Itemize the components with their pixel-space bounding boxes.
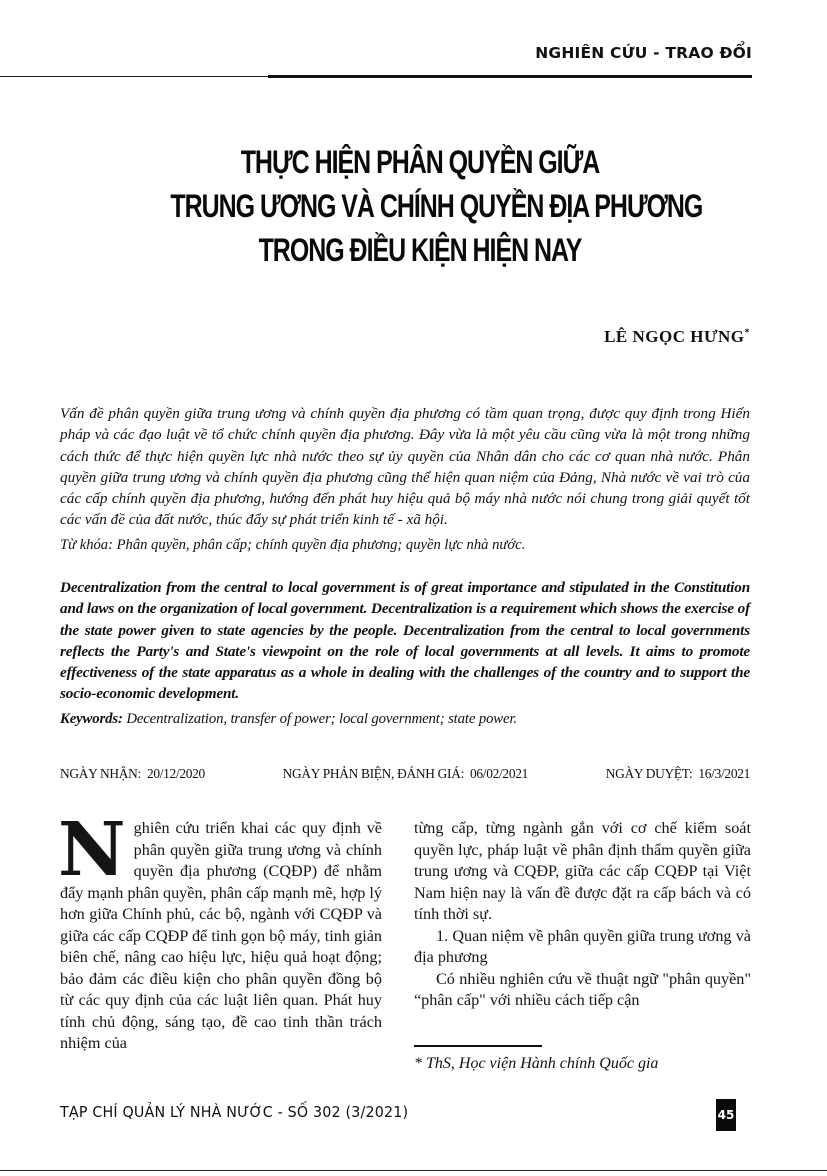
title-line-1: THỰC HIỆN PHÂN QUYỀN GIỮA xyxy=(240,144,600,180)
date-approved xyxy=(606,766,750,782)
date-received xyxy=(60,766,205,782)
date-reviewed-value: 06/02/2021 xyxy=(470,766,529,781)
body-column-left xyxy=(58,807,382,1055)
article-dates xyxy=(60,766,750,782)
header-rule-thick xyxy=(268,75,752,78)
abstract-en-text: Decentralization from the central to local government is of great importance and stipulated in the Constitution and laws on the organization of local government. Decentralization is a requirement which shows the exercise of the state power given to state agencies by the people. Decentralization from the central to local governments reflects the Party's and State's viewpoint on the role of local governments at all levels. It aims to promote effectiveness of the state apparatus as a whole in dealing with the challenges of the country and to support the socio-economic development. xyxy=(60,579,750,703)
author-footnote: * ThS, Học viện Hành chính Quốc gia xyxy=(414,1055,659,1072)
body-column-right xyxy=(414,818,751,1012)
page-number: 45 xyxy=(716,1099,736,1131)
author-footnote-mark: * xyxy=(744,327,750,339)
abstract-en xyxy=(60,577,750,730)
keywords-en xyxy=(60,709,750,730)
footnote-rule xyxy=(414,1045,542,1047)
section-label: NGHIÊN CỨU - TRAO ĐỔI xyxy=(535,44,752,62)
drop-cap: N xyxy=(58,807,126,893)
keywords-en-label: Keywords: xyxy=(60,710,123,727)
keywords-vi-text: Phân quyền, phân cấp; chính quyền địa phương; quyền lực nhà nước. xyxy=(112,536,526,553)
author xyxy=(470,327,750,347)
title-line-2: TRUNG ƯƠNG VÀ CHÍNH QUYỀN ĐỊA PHƯƠNG xyxy=(170,188,703,224)
date-reviewed xyxy=(283,766,528,782)
abstract-vi-text: Vấn đề phân quyền giữa trung ương và chính quyền địa phương có tầm quan trọng, được quy định trong Hiến pháp và các đạo luật về tổ chức chính quyền địa phương. Đây vừa là một yêu cầu cũng vừa là một trong những cách thức để thực hiện quyền lực nhà nước theo sự ủy quyền của Nhân dân cho các cơ quan nhà nước. Phân quyền giữa trung ương và chính quyền địa phương cũng thể hiện quan niệm của Đảng, Nhà nước về vai trò của các cấp chính quyền địa phương, hướng đến phát huy hiệu quả bộ máy nhà nước nói chung trong giải quyết tốt các vấn đề của đất nước, thúc đẩy sự phát triển kinh tế - xã hội. xyxy=(60,405,750,529)
date-reviewed-label: NGÀY PHẢN BIỆN, ĐÁNH GIÁ: xyxy=(282,766,464,781)
abstract-vi xyxy=(60,403,750,556)
date-received-value: 20/12/2020 xyxy=(146,766,205,781)
date-approved-label: NGÀY DUYỆT: xyxy=(605,766,693,781)
keywords-vi-label: Từ khóa: xyxy=(60,536,113,553)
section-heading-1: 1. Quan niệm về phân quyền giữa trung ương và địa phương xyxy=(414,926,751,966)
title-line-3: TRONG ĐIỀU KIỆN HIỆN NAY xyxy=(258,232,582,268)
keywords-vi xyxy=(60,535,750,556)
body-paragraph-1-start: ghiên cứu triển khai các quy định về phân quyền giữa trung ương và chính quyền địa phương (CQĐP) để nhằm đẩy mạnh phân quyền, phân cấp mạnh mẽ, hợp lý hơn giữa Chính phủ, các bộ, ngành với CQĐP và giữa các cấp CQĐP để tinh gọn bộ máy, tinh giản biên chế, nâng cao hiệu lực, hiệu quả hoạt động; bảo đảm các điều kiện cho phân quyền đồng bộ từ các quy định của các luật liên quan. Phát huy tính chủ động, sáng tạo, đề cao tinh thần trách nhiệm của xyxy=(60,819,382,1052)
journal-footer: TẠP CHÍ QUẢN LÝ NHÀ NƯỚC - SỐ 302 (3/2021) xyxy=(60,1103,409,1121)
keywords-en-text: Decentralization, transfer of power; local government; state power. xyxy=(122,710,517,727)
date-approved-value: 16/3/2021 xyxy=(698,766,750,781)
author-name: LÊ NGỌC HƯNG xyxy=(604,327,745,346)
article-title xyxy=(170,140,703,272)
date-received-label: NGÀY NHẬN: xyxy=(60,766,141,781)
footer-rule xyxy=(0,1170,827,1171)
body-paragraph-1-end: từng cấp, từng ngành gắn với cơ chế kiểm soát quyền lực, pháp luật về phân định thẩm quyền giữa trung ương và CQĐP, giữa các cấp CQĐP tại Việt Nam hiện nay là vấn đề được đặt ra cấp bách và có tính thời sự. xyxy=(414,819,751,923)
body-paragraph-2: Có nhiều nghiên cứu về thuật ngữ "phân quyền" “phân cấp" với nhiều cách tiếp cận xyxy=(414,969,751,1009)
